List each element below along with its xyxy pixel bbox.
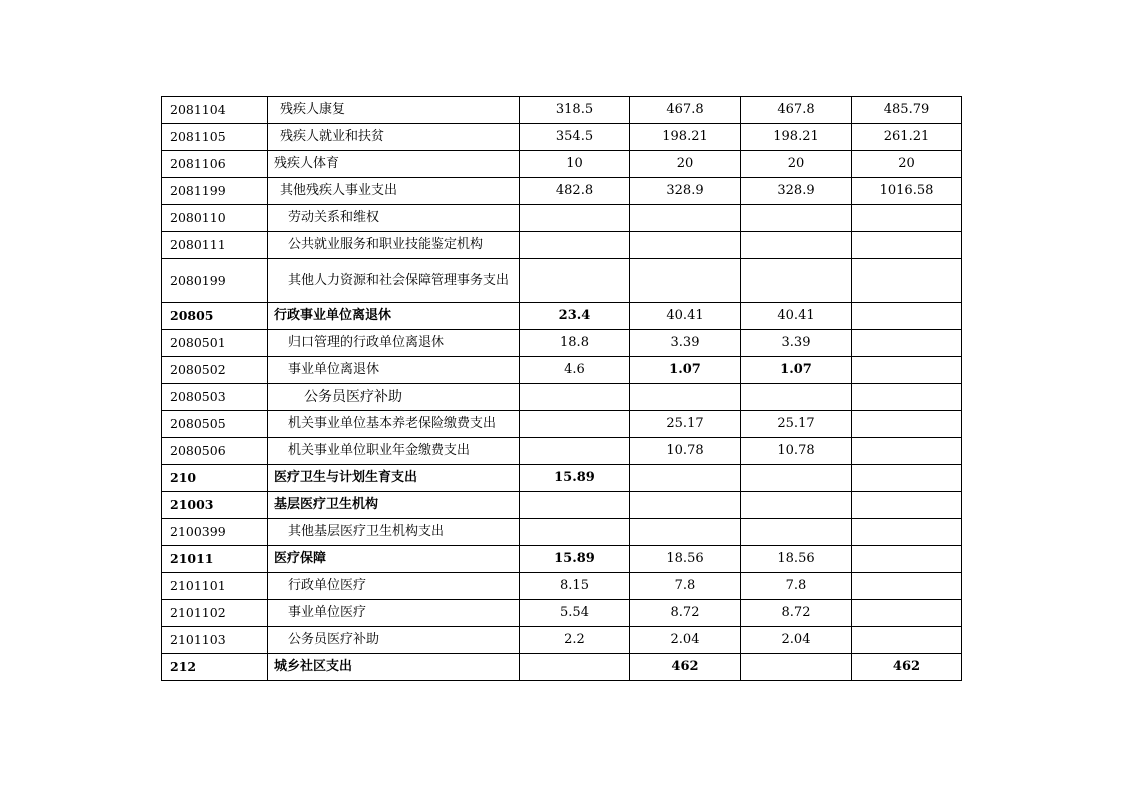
- subject-code: 2080503: [162, 384, 268, 411]
- table-row: [162, 151, 962, 178]
- subject-name: 残疾人体育: [268, 151, 520, 178]
- subject-name: 机关事业单位基本养老保险缴费支出: [268, 411, 520, 438]
- subject-code: 20805: [162, 303, 268, 330]
- value-cell: [630, 492, 741, 519]
- table-row: [162, 438, 962, 465]
- value-cell: 2.04: [741, 627, 852, 654]
- subject-name: 事业单位医疗: [268, 600, 520, 627]
- value-cell: [852, 357, 962, 384]
- table-row: [162, 600, 962, 627]
- value-cell: 10: [520, 151, 630, 178]
- value-cell: [852, 303, 962, 330]
- subject-code: 2080505: [162, 411, 268, 438]
- value-cell: [520, 492, 630, 519]
- value-cell: 7.8: [741, 573, 852, 600]
- table-row: [162, 232, 962, 259]
- value-cell: [630, 465, 741, 492]
- value-cell: 354.5: [520, 124, 630, 151]
- value-cell: [520, 438, 630, 465]
- value-cell: 1.07: [741, 357, 852, 384]
- value-cell: [852, 519, 962, 546]
- subject-code: 2080506: [162, 438, 268, 465]
- value-cell: 328.9: [630, 178, 741, 205]
- value-cell: [741, 259, 852, 303]
- value-cell: 7.8: [630, 573, 741, 600]
- value-cell: [520, 205, 630, 232]
- value-cell: 18.8: [520, 330, 630, 357]
- subject-code: 210: [162, 465, 268, 492]
- subject-code: 2101103: [162, 627, 268, 654]
- table-row: [162, 178, 962, 205]
- value-cell: [630, 232, 741, 259]
- value-cell: [852, 330, 962, 357]
- subject-code: 2080501: [162, 330, 268, 357]
- value-cell: [852, 465, 962, 492]
- table-row: [162, 97, 962, 124]
- subject-name: 医疗卫生与计划生育支出: [268, 465, 520, 492]
- value-cell: 482.8: [520, 178, 630, 205]
- table-row: [162, 573, 962, 600]
- subject-code: 2081104: [162, 97, 268, 124]
- value-cell: 18.56: [741, 546, 852, 573]
- subject-name: 机关事业单位职业年金缴费支出: [268, 438, 520, 465]
- subject-name: 医疗保障: [268, 546, 520, 573]
- value-cell: 10.78: [741, 438, 852, 465]
- value-cell: 15.89: [520, 546, 630, 573]
- subject-name: 其他人力资源和社会保障管理事务支出: [268, 259, 520, 303]
- value-cell: 485.79: [852, 97, 962, 124]
- value-cell: [741, 232, 852, 259]
- table-row: [162, 259, 962, 303]
- value-cell: 15.89: [520, 465, 630, 492]
- value-cell: 198.21: [630, 124, 741, 151]
- value-cell: 20: [630, 151, 741, 178]
- table-row: [162, 357, 962, 384]
- subject-name: 事业单位离退休: [268, 357, 520, 384]
- subject-name: 行政事业单位离退休: [268, 303, 520, 330]
- budget-table-page: [161, 96, 961, 681]
- subject-name: 城乡社区支出: [268, 654, 520, 681]
- table-row: [162, 124, 962, 151]
- value-cell: [520, 259, 630, 303]
- value-cell: 8.15: [520, 573, 630, 600]
- value-cell: 1.07: [630, 357, 741, 384]
- value-cell: 40.41: [741, 303, 852, 330]
- value-cell: 23.4: [520, 303, 630, 330]
- value-cell: 2.2: [520, 627, 630, 654]
- value-cell: [852, 232, 962, 259]
- value-cell: 20: [852, 151, 962, 178]
- value-cell: [852, 411, 962, 438]
- table-row: [162, 492, 962, 519]
- value-cell: [520, 411, 630, 438]
- table-row: [162, 627, 962, 654]
- value-cell: 467.8: [630, 97, 741, 124]
- value-cell: [741, 465, 852, 492]
- subject-code: 2080502: [162, 357, 268, 384]
- value-cell: 1016.58: [852, 178, 962, 205]
- value-cell: [630, 384, 741, 411]
- subject-name: 其他残疾人事业支出: [268, 178, 520, 205]
- value-cell: [630, 519, 741, 546]
- value-cell: 318.5: [520, 97, 630, 124]
- value-cell: 25.17: [630, 411, 741, 438]
- value-cell: 8.72: [741, 600, 852, 627]
- value-cell: [852, 205, 962, 232]
- table-row: [162, 330, 962, 357]
- subject-code: 2080111: [162, 232, 268, 259]
- value-cell: [741, 205, 852, 232]
- subject-name: 行政单位医疗: [268, 573, 520, 600]
- value-cell: [852, 546, 962, 573]
- value-cell: 25.17: [741, 411, 852, 438]
- subject-code: 2080110: [162, 205, 268, 232]
- table-row: [162, 465, 962, 492]
- value-cell: [852, 259, 962, 303]
- value-cell: [852, 573, 962, 600]
- table-row: [162, 411, 962, 438]
- value-cell: 328.9: [741, 178, 852, 205]
- table-row: [162, 303, 962, 330]
- budget-table: [161, 96, 962, 681]
- value-cell: [630, 259, 741, 303]
- value-cell: 4.6: [520, 357, 630, 384]
- value-cell: [852, 600, 962, 627]
- value-cell: [520, 384, 630, 411]
- value-cell: [852, 438, 962, 465]
- subject-name: 基层医疗卫生机构: [268, 492, 520, 519]
- value-cell: [630, 205, 741, 232]
- subject-name: 公务员医疗补助: [268, 627, 520, 654]
- subject-name: 公共就业服务和职业技能鉴定机构: [268, 232, 520, 259]
- subject-name: 残疾人就业和扶贫: [268, 124, 520, 151]
- subject-code: 21011: [162, 546, 268, 573]
- value-cell: 5.54: [520, 600, 630, 627]
- table-row: [162, 205, 962, 232]
- subject-code: 2080199: [162, 259, 268, 303]
- subject-code: 2081105: [162, 124, 268, 151]
- value-cell: 198.21: [741, 124, 852, 151]
- subject-name: 公务员医疗补助: [268, 384, 520, 411]
- value-cell: 40.41: [630, 303, 741, 330]
- value-cell: 462: [852, 654, 962, 681]
- subject-name: 残疾人康复: [268, 97, 520, 124]
- value-cell: 2.04: [630, 627, 741, 654]
- subject-code: 2100399: [162, 519, 268, 546]
- value-cell: [520, 519, 630, 546]
- subject-code: 2081106: [162, 151, 268, 178]
- value-cell: [520, 232, 630, 259]
- value-cell: 3.39: [741, 330, 852, 357]
- value-cell: 10.78: [630, 438, 741, 465]
- table-row: [162, 519, 962, 546]
- value-cell: 462: [630, 654, 741, 681]
- value-cell: [852, 492, 962, 519]
- value-cell: [741, 519, 852, 546]
- value-cell: 8.72: [630, 600, 741, 627]
- value-cell: [741, 654, 852, 681]
- value-cell: 18.56: [630, 546, 741, 573]
- value-cell: [852, 384, 962, 411]
- table-row: [162, 546, 962, 573]
- value-cell: [852, 627, 962, 654]
- value-cell: 20: [741, 151, 852, 178]
- subject-code: 2101102: [162, 600, 268, 627]
- subject-code: 212: [162, 654, 268, 681]
- value-cell: 261.21: [852, 124, 962, 151]
- value-cell: [741, 492, 852, 519]
- table-row: [162, 654, 962, 681]
- table-row: [162, 384, 962, 411]
- value-cell: 467.8: [741, 97, 852, 124]
- value-cell: 3.39: [630, 330, 741, 357]
- subject-name: 归口管理的行政单位离退休: [268, 330, 520, 357]
- value-cell: [520, 654, 630, 681]
- subject-code: 2081199: [162, 178, 268, 205]
- subject-name: 劳动关系和维权: [268, 205, 520, 232]
- subject-code: 2101101: [162, 573, 268, 600]
- subject-code: 21003: [162, 492, 268, 519]
- value-cell: [741, 384, 852, 411]
- subject-name: 其他基层医疗卫生机构支出: [268, 519, 520, 546]
